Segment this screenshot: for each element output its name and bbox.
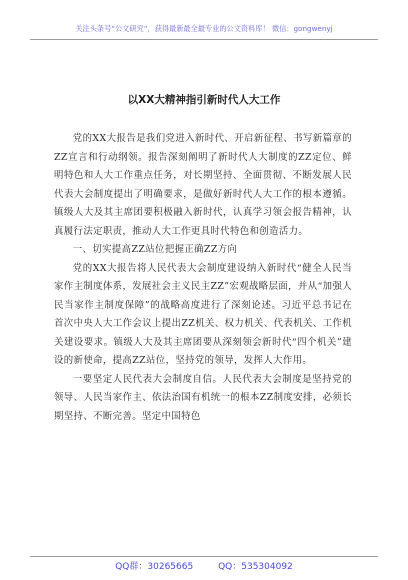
header-divider: [30, 39, 378, 40]
document-title: 以XX大精神指引新时代人大工作: [127, 94, 281, 106]
section-heading: 一、切实提高ZZ站位把握正确ZZ方向: [72, 244, 238, 255]
contact-footer: [30, 559, 378, 572]
footer-divider: [30, 556, 378, 557]
qq-group-number: QQ群：30265665: [115, 562, 194, 572]
paragraph: 一要坚定人民代表大会制度自信。人民代表大会制度是坚持党的领导、人民当家作主、依法治国有机统一的根本ZZ制度安排，必须长期坚持、不断完善。坚定中国特色: [54, 373, 352, 422]
document-body: [54, 130, 352, 426]
qq-number: QQ：535304092: [218, 562, 293, 572]
paragraph: 党的XX大报告将人民代表大会制度建设纳入新时代“健全人民当家作主制度体系，发展社会主义民主ZZ”宏观战略层面，并从“加强人民当家作主制度保障”的战略高度进行了深刻论述。习近平总书记在首次中央人大工作会议上提出ZZ机关、权力机关、代表机关、工作机关建设要求。镇级人大及其主席团要从深刻领会新时代“四个机关”建设的新使命，提高ZZ站位，坚持党的领导，发挥人大作用。: [54, 262, 352, 366]
promo-banner: 关注头条号“公文研究”，获得最新最全最专业的公文资料库！ 微信：gongwenyj: [75, 24, 333, 33]
paragraph: 党的XX大报告是我们党进入新时代、开启新征程、书写新篇章的ZZ宣言和行动纲领。报告深刻阐明了新时代人大制度的ZZ定位、鲜明特色和人大工作重点任务，对长期坚持、全面贯彻、不断发展人民代表大会制度提出了明确要求，是做好新时代人大工作的根本遵循。镇级人大及其主席团要积极融入新时代，认真学习领会报告精神，认真履行法定职责，推动人大工作更具时代特色和创造活力。: [54, 133, 352, 237]
